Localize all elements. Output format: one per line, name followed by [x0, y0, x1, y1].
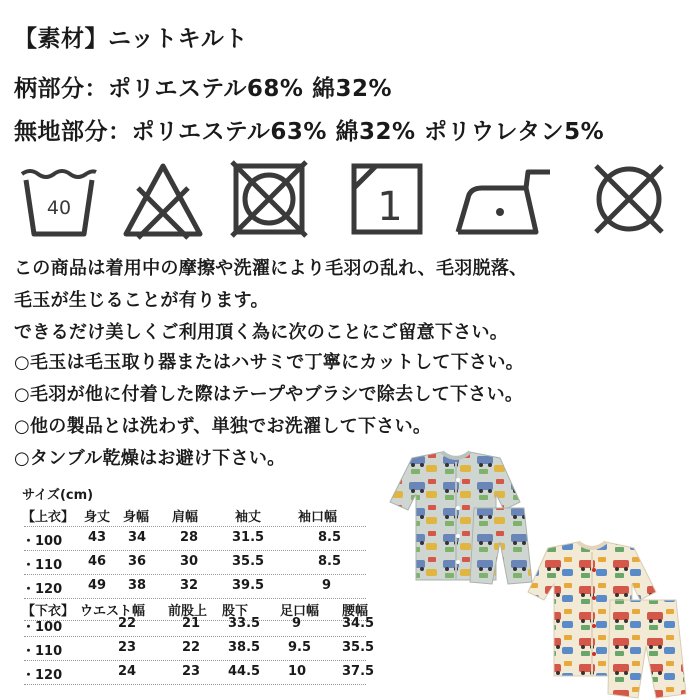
table-cell: 35.5 — [232, 554, 265, 569]
material-line-pattern: 柄部分：ポリエステル68% 綿32% — [14, 76, 393, 102]
size-table-title: サイズ(cm) — [22, 488, 94, 503]
material-line-plain: 無地部分：ポリエステル63% 綿32% ポリウレタン5% — [14, 119, 605, 145]
no-bleach-icon — [122, 158, 204, 240]
size-bottom-col: ウエスト幅 — [80, 604, 146, 619]
note-line-6: ○他の製品とは洗わず、単独でお洗濯して下さい。 — [14, 416, 432, 437]
no-tumble-dry-icon — [228, 158, 310, 240]
table-cell: 8.5 — [318, 554, 342, 569]
table-cell: 22 — [118, 616, 137, 631]
size-top-col: 袖丈 — [235, 510, 262, 525]
size-label: ・100 — [22, 620, 63, 635]
note-line-5: ○毛羽が他に付着した際はテープやブラシで除去して下さい。 — [14, 384, 524, 405]
table-cell: 32 — [180, 578, 199, 593]
table-cell: 34 — [128, 530, 147, 545]
note-line-4: ○毛玉は毛玉取り器またはハサミで丁寧にカットして下さい。 — [14, 352, 524, 373]
table-cell: 43 — [88, 530, 107, 545]
iron-low-icon — [452, 158, 556, 240]
table-cell: 8.5 — [318, 530, 342, 545]
no-dry-clean-icon — [588, 158, 670, 240]
table-cell: 30 — [180, 554, 199, 569]
table-cell: 38.5 — [228, 640, 261, 655]
note-line-3: できるだけ美しくご利用頂く為に次のことにご留意下さい。 — [14, 322, 509, 343]
table-cell: 9 — [322, 578, 332, 593]
note-line-1: この商品は着用中の摩擦や洗濯により毛羽の乱れ、毛羽脱落、 — [14, 258, 528, 279]
size-label: ・120 — [22, 668, 63, 683]
table-cell: 10 — [288, 664, 307, 679]
table-cell: 9.5 — [288, 640, 312, 655]
table-cell: 38 — [128, 578, 147, 593]
size-label: ・100 — [22, 534, 63, 549]
table-cell: 24 — [118, 664, 137, 679]
note-line-7: ○タンブル乾燥はお避け下さい。 — [14, 448, 286, 469]
table-cell: 23 — [118, 640, 137, 655]
size-top-col: 身幅 — [123, 510, 150, 525]
table-cell: 23 — [182, 664, 201, 679]
care-icons — [18, 158, 688, 240]
size-bottom-label: 【下衣】 — [22, 604, 75, 619]
line-dry-icon — [346, 158, 428, 240]
size-top-label: 【上衣】 — [22, 510, 75, 525]
table-cell: 22 — [182, 640, 201, 655]
size-label: ・110 — [22, 558, 63, 573]
size-bottom-col: 足口幅 — [280, 604, 320, 619]
table-cell: 35.5 — [342, 640, 375, 655]
size-bottom-col: 前股上 — [168, 604, 208, 619]
table-cell: 34.5 — [342, 616, 375, 631]
table-cell: 39.5 — [232, 578, 265, 593]
material-title: 【素材】ニットキルト — [14, 26, 248, 52]
size-label: ・120 — [22, 582, 63, 597]
line-dry-mark: 1 — [377, 184, 403, 230]
table-cell: 46 — [88, 554, 107, 569]
size-bottom-col: 股下 — [222, 604, 249, 619]
size-top-col: 肩幅 — [172, 510, 199, 525]
wash-40-icon — [18, 158, 100, 240]
table-cell: 33.5 — [228, 616, 261, 631]
table-cell: 31.5 — [232, 530, 265, 545]
size-top-col: 袖口幅 — [298, 510, 338, 525]
table-cell: 28 — [180, 530, 199, 545]
wash-temp-label: 40 — [46, 197, 72, 219]
size-bottom-col: 腰幅 — [342, 604, 369, 619]
table-cell: 21 — [182, 616, 201, 631]
table-cell: 36 — [128, 554, 147, 569]
table-cell: 37.5 — [342, 664, 375, 679]
size-top-col: 身丈 — [84, 510, 111, 525]
note-line-2: 毛玉が生じることが有ります。 — [14, 290, 269, 311]
table-cell: 44.5 — [228, 664, 261, 679]
table-cell: 49 — [88, 578, 107, 593]
size-label: ・110 — [22, 644, 63, 659]
table-cell: 9 — [292, 616, 302, 631]
product-photo — [372, 450, 700, 700]
